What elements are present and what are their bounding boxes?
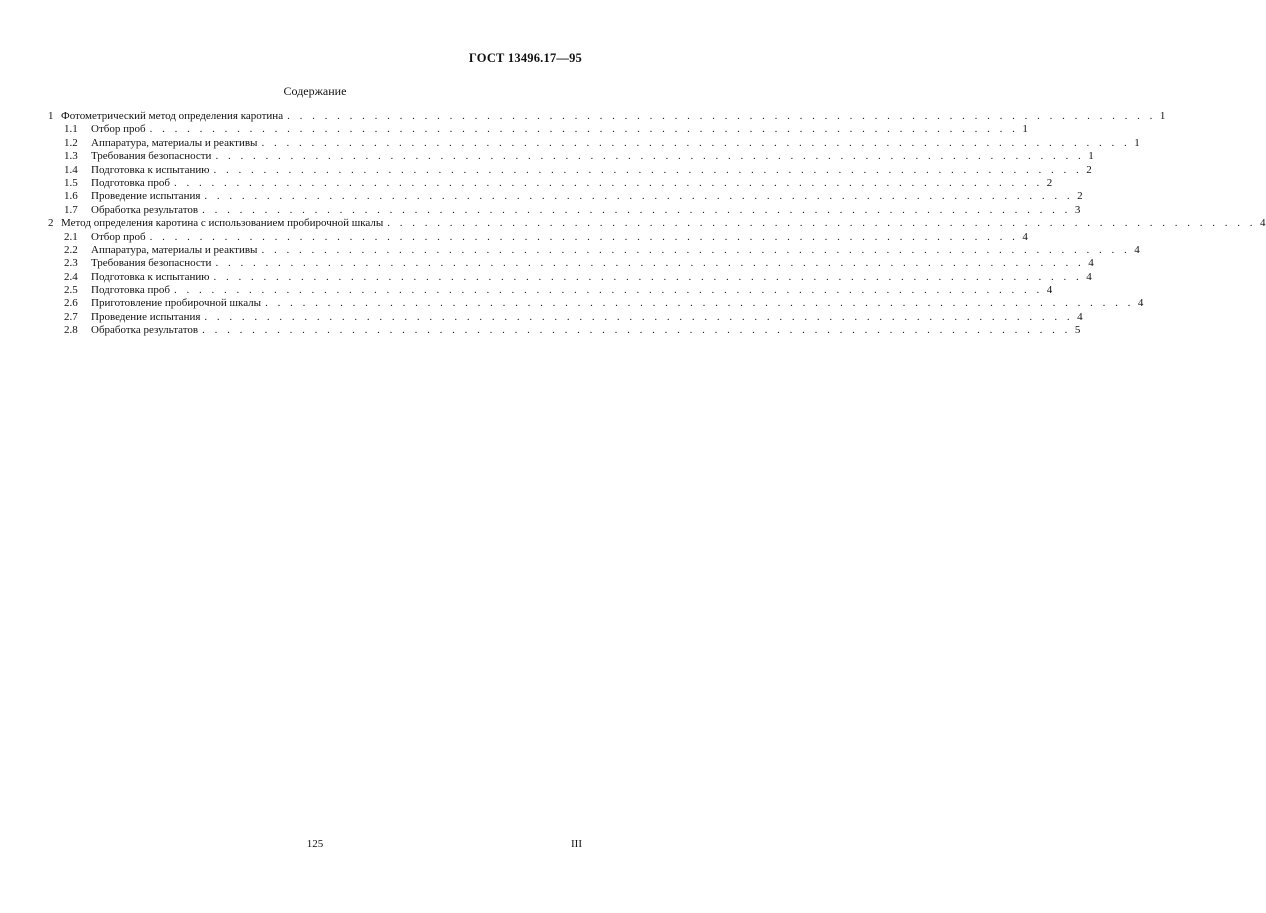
toc-leader-dots: . . . . . . . . . . . . . . . . . . . . . . . . . . . . . . . . . . . . . . . . . . . . . . . . . . . . . . . . . . . . . . . . . . . . . . xyxy=(215,257,1085,270)
toc-entry-page: 3 xyxy=(1074,203,1081,216)
toc-entry[interactable] xyxy=(48,257,1094,270)
toc-entry-number: 2.7 xyxy=(64,310,78,323)
toc-entry[interactable] xyxy=(48,270,1092,284)
toc-entry-number: 1.4 xyxy=(64,163,78,176)
toc-title: Содержание xyxy=(283,84,347,98)
toc-entry[interactable] xyxy=(48,324,1081,337)
toc-entry[interactable] xyxy=(48,310,1083,324)
toc-entry[interactable] xyxy=(48,136,1140,150)
toc-entry-title: Подготовка к испытанию xyxy=(91,163,210,176)
page-number: 125 xyxy=(306,838,324,850)
section-numeral: III xyxy=(571,838,582,850)
toc-leader-dots: . . . . . . . . . . . . . . . . . . . . . . . . . . . . . . . . . . . . . . . . . . . . . . . . . . . . . . . . . . . . . . . . . . . . . . xyxy=(173,284,1043,297)
toc-entry[interactable] xyxy=(48,217,1266,230)
toc-entry-title: Фотометрический метод определения каротина xyxy=(61,110,284,122)
toc-leader-dots: . . . . . . . . . . . . . . . . . . . . . . . . . . . . . . . . . . . . . . . . . . . . . . . . . . . . . . . . . . . . . . . . . . . . . . xyxy=(149,123,1019,136)
toc-entry-page: 2 xyxy=(1077,190,1083,203)
toc-entry-page: 1 xyxy=(1022,123,1028,136)
toc-entry-page: 4 xyxy=(1077,310,1083,323)
toc-entry-title: Подготовка проб xyxy=(91,176,170,189)
toc-leader-dots: . . . . . . . . . . . . . . . . . . . . . . . . . . . . . . . . . . . . . . . . . . . . . . . . . . . . . . . . . . . . . . . . . . . . . . xyxy=(387,217,1257,230)
toc-entry[interactable] xyxy=(48,230,1028,244)
toc-entry-number: 1 xyxy=(48,110,54,122)
toc-entry-title: Аппаратура, материалы и реактивы xyxy=(91,243,258,256)
toc-leader-dots: . . . . . . . . . . . . . . . . . . . . . . . . . . . . . . . . . . . . . . . . . . . . . . . . . . . . . . . . . . . . . . . . . . . . . . xyxy=(213,163,1083,176)
toc-entry-page: 1 xyxy=(1088,150,1094,163)
toc-entry-title: Приготовление пробирочной шкалы xyxy=(91,297,262,310)
toc-entry[interactable] xyxy=(48,123,1028,136)
toc-entry[interactable] xyxy=(48,176,1053,190)
toc-entry-page: 4 xyxy=(1046,284,1053,297)
toc-entry-title: Обработка результатов xyxy=(91,203,199,216)
toc-entry-page: 4 xyxy=(1134,243,1140,256)
toc-entry-number: 1.7 xyxy=(64,203,78,216)
toc-entry-number: 2.2 xyxy=(64,243,78,256)
toc-entry[interactable] xyxy=(48,110,1166,123)
toc-entry-number: 2.5 xyxy=(64,284,78,297)
toc-entry-number: 2.1 xyxy=(64,230,78,243)
toc-entry[interactable] xyxy=(48,150,1094,163)
toc-entry[interactable] xyxy=(48,284,1053,297)
toc-entry[interactable] xyxy=(48,203,1081,217)
toc-entry-number: 2.3 xyxy=(64,257,78,270)
toc-entry-number: 2 xyxy=(48,217,54,230)
toc-entry-title: Подготовка проб xyxy=(91,284,170,297)
toc-entry-page: 4 xyxy=(1088,257,1094,270)
toc-entry-title: Отбор проб xyxy=(91,230,146,243)
toc-entry[interactable] xyxy=(48,190,1083,203)
toc-leader-dots: . . . . . . . . . . . . . . . . . . . . . . . . . . . . . . . . . . . . . . . . . . . . . . . . . . . . . . . . . . . . . . . . . . . . . . xyxy=(204,190,1074,203)
toc-leader-dots: . . . . . . . . . . . . . . . . . . . . . . . . . . . . . . . . . . . . . . . . . . . . . . . . . . . . . . . . . . . . . . . . . . . . . . xyxy=(204,310,1074,323)
toc-leader-dots: . . . . . . . . . . . . . . . . . . . . . . . . . . . . . . . . . . . . . . . . . . . . . . . . . . . . . . . . . . . . . . . . . . . . . . xyxy=(265,297,1134,310)
toc-entry-title: Обработка результатов xyxy=(91,324,199,337)
toc-entry-page: 4 xyxy=(1022,230,1028,243)
toc-leader-dots: . . . . . . . . . . . . . . . . . . . . . . . . . . . . . . . . . . . . . . . . . . . . . . . . . . . . . . . . . . . . . . . . . . . . . . xyxy=(149,230,1019,243)
toc-entry[interactable] xyxy=(48,163,1092,177)
toc-entry-page: 1 xyxy=(1159,110,1166,122)
toc-entry-title: Проведение испытания xyxy=(91,190,201,203)
toc-entry-number: 1.1 xyxy=(64,123,78,136)
toc-entry-page: 4 xyxy=(1086,270,1092,283)
toc-entry[interactable] xyxy=(48,297,1144,310)
toc-leader-dots: . . . . . . . . . . . . . . . . . . . . . . . . . . . . . . . . . . . . . . . . . . . . . . . . . . . . . . . . . . . . . . . . . . . . . . xyxy=(261,243,1131,256)
document-id: ГОСТ 13496.17—95 xyxy=(468,51,582,65)
toc-entry-title: Проведение испытания xyxy=(91,310,201,323)
toc-entry-title: Требования безопасности xyxy=(91,257,212,270)
toc-entry-title: Требования безопасности xyxy=(91,150,212,163)
toc-entry-page: 4 xyxy=(1137,297,1144,310)
toc-entry-title: Отбор проб xyxy=(91,123,146,136)
toc-entry-title: Метод определения каротина с использованием пробирочной шкалы xyxy=(61,217,384,230)
toc-entry-number: 2.8 xyxy=(64,324,78,337)
toc-entry-number: 1.5 xyxy=(64,176,78,189)
toc-entry-page: 2 xyxy=(1086,163,1092,176)
toc-entry[interactable] xyxy=(48,243,1140,257)
toc-leader-dots: . . . . . . . . . . . . . . . . . . . . . . . . . . . . . . . . . . . . . . . . . . . . . . . . . . . . . . . . . . . . . . . . . . . . . . xyxy=(261,136,1131,149)
toc-entry-title: Аппаратура, материалы и реактивы xyxy=(91,136,258,149)
toc-leader-dots: . . . . . . . . . . . . . . . . . . . . . . . . . . . . . . . . . . . . . . . . . . . . . . . . . . . . . . . . . . . . . . . . . . . . . . xyxy=(202,203,1071,216)
toc-entry-page: 4 xyxy=(1260,217,1266,230)
toc-leader-dots: . . . . . . . . . . . . . . . . . . . . . . . . . . . . . . . . . . . . . . . . . . . . . . . . . . . . . . . . . . . . . . . . . . . . . . xyxy=(213,270,1083,283)
toc-leader-dots: . . . . . . . . . . . . . . . . . . . . . . . . . . . . . . . . . . . . . . . . . . . . . . . . . . . . . . . . . . . . . . . . . . . . . . xyxy=(215,150,1085,163)
toc-leader-dots: . . . . . . . . . . . . . . . . . . . . . . . . . . . . . . . . . . . . . . . . . . . . . . . . . . . . . . . . . . . . . . . . . . . . . . xyxy=(202,324,1071,337)
toc-entry-number: 1.3 xyxy=(64,150,78,163)
toc-leader-dots: . . . . . . . . . . . . . . . . . . . . . . . . . . . . . . . . . . . . . . . . . . . . . . . . . . . . . . . . . . . . . . . . . . . . . . xyxy=(287,110,1156,122)
toc-leader-dots: . . . . . . . . . . . . . . . . . . . . . . . . . . . . . . . . . . . . . . . . . . . . . . . . . . . . . . . . . . . . . . . . . . . . . . xyxy=(173,176,1043,189)
toc-entry-number: 2.6 xyxy=(64,297,78,310)
toc-entry-title: Подготовка к испытанию xyxy=(91,270,210,283)
toc-entry-number: 1.2 xyxy=(64,136,78,149)
toc-entry-page: 1 xyxy=(1134,136,1140,149)
table-of-contents xyxy=(48,110,1266,338)
toc-entry-page: 5 xyxy=(1074,324,1081,337)
toc-entry-number: 2.4 xyxy=(64,270,78,283)
toc-entry-page: 2 xyxy=(1046,176,1053,189)
toc-entry-number: 1.6 xyxy=(64,190,78,203)
